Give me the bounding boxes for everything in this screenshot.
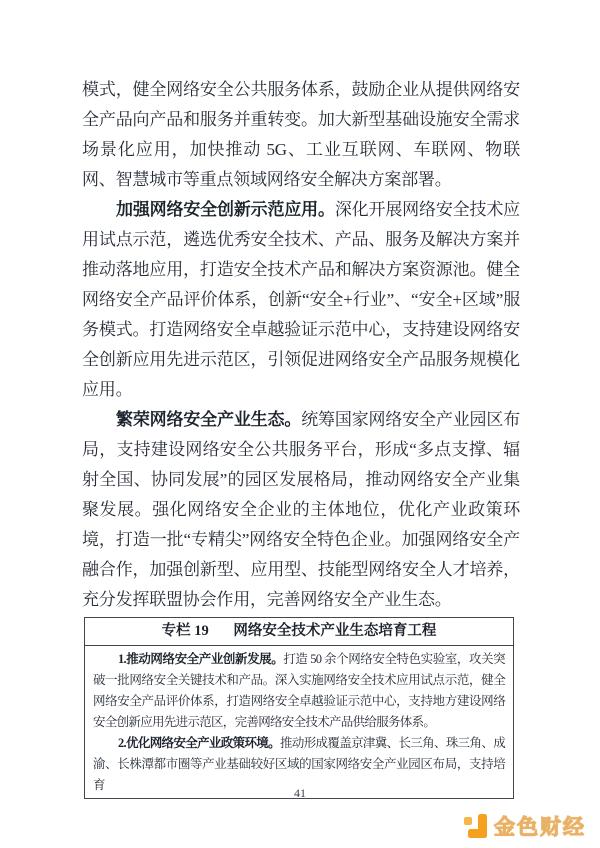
box-paragraph: [93, 649, 505, 733]
column-box-heading: 网络安全技术产业生态培育工程: [233, 623, 437, 639]
jinse-finance-watermark: [464, 811, 586, 841]
body-paragraph: [82, 75, 520, 195]
body-paragraph: [82, 405, 520, 615]
paragraph-text: 统筹国家网络安全产业园区布局，支持建设网络安全公共服务平台，形成“多点支撑、辐射全国、协同发展”的园区发展格局，推动网络安全产业集聚发展。强化网络安全企业的主体地位，优化产业政策环境，打造一批“专精尖”网络安全特色企业。加强网络安全产融合作，加强创新型、应用型、技能型网络安全人才培养，充分发挥联盟协会作用，完善网络安全产业生态。: [82, 410, 520, 609]
logo-foot: [468, 829, 487, 838]
column-box-19: [84, 617, 514, 799]
body-paragraph: [82, 195, 520, 405]
paragraph-text: 推动形成覆盖京津冀、长三角、珠三角、成渝、长株潭都市圈等产业基础较好区域的国家网络安全产业园区布局，支持培育: [93, 736, 505, 792]
column-box-label: 专栏 19: [161, 623, 209, 639]
paragraph-text: 模式，健全网络安全公共服务体系，鼓励企业从提供网络安全产品向产品和服务并重转变。加大新型基础设施安全需求场景化应用，加快推动 5G、工业互联网、车联网、物联网、智慧城市等重点领域网络安全解决方案部署。: [82, 80, 520, 189]
paragraph-lead: 2.优化网络安全产业政策环境。: [118, 736, 280, 750]
paragraph-lead: 1.推动网络安全产业创新发展。: [118, 652, 284, 666]
paragraph-text: 深化开展网络安全技术应用试点示范，遴选优秀安全技术、产品、服务及解决方案并推动落地应用，打造安全技术产品和解决方案资源池。健全网络安全产品评价体系，创新“安全+行业”、“安全+区域”服务模式。打造网络安全卓越验证示范中心，支持建设网络安全创新应用先进示范区，引领促进网络安全产品服务规模化应用。: [82, 200, 520, 399]
page-number: 41: [294, 786, 306, 800]
column-box-body: [85, 646, 513, 798]
body-text: [82, 75, 520, 615]
paragraph-text: 打造 50 余个网络安全特色实验室，攻关突破一批网络安全关键技术和产品。深入实施网络安全技术应用试点示范，健全网络安全产品评价体系，打造网络安全卓越验证示范中心，支持地方建设网络安全创新应用先进示范区，完善网络安全技术产品供给服务体系。: [93, 652, 505, 729]
paragraph-lead: 加强网络安全创新示范应用。: [116, 200, 335, 219]
column-box-title: [85, 618, 513, 646]
paragraph-lead: 繁荣网络安全产业生态。: [116, 410, 302, 429]
watermark-brand-text: 金色财经: [494, 816, 586, 839]
jinse-finance-logo-icon: [464, 814, 487, 838]
logo-dot: [464, 817, 472, 825]
